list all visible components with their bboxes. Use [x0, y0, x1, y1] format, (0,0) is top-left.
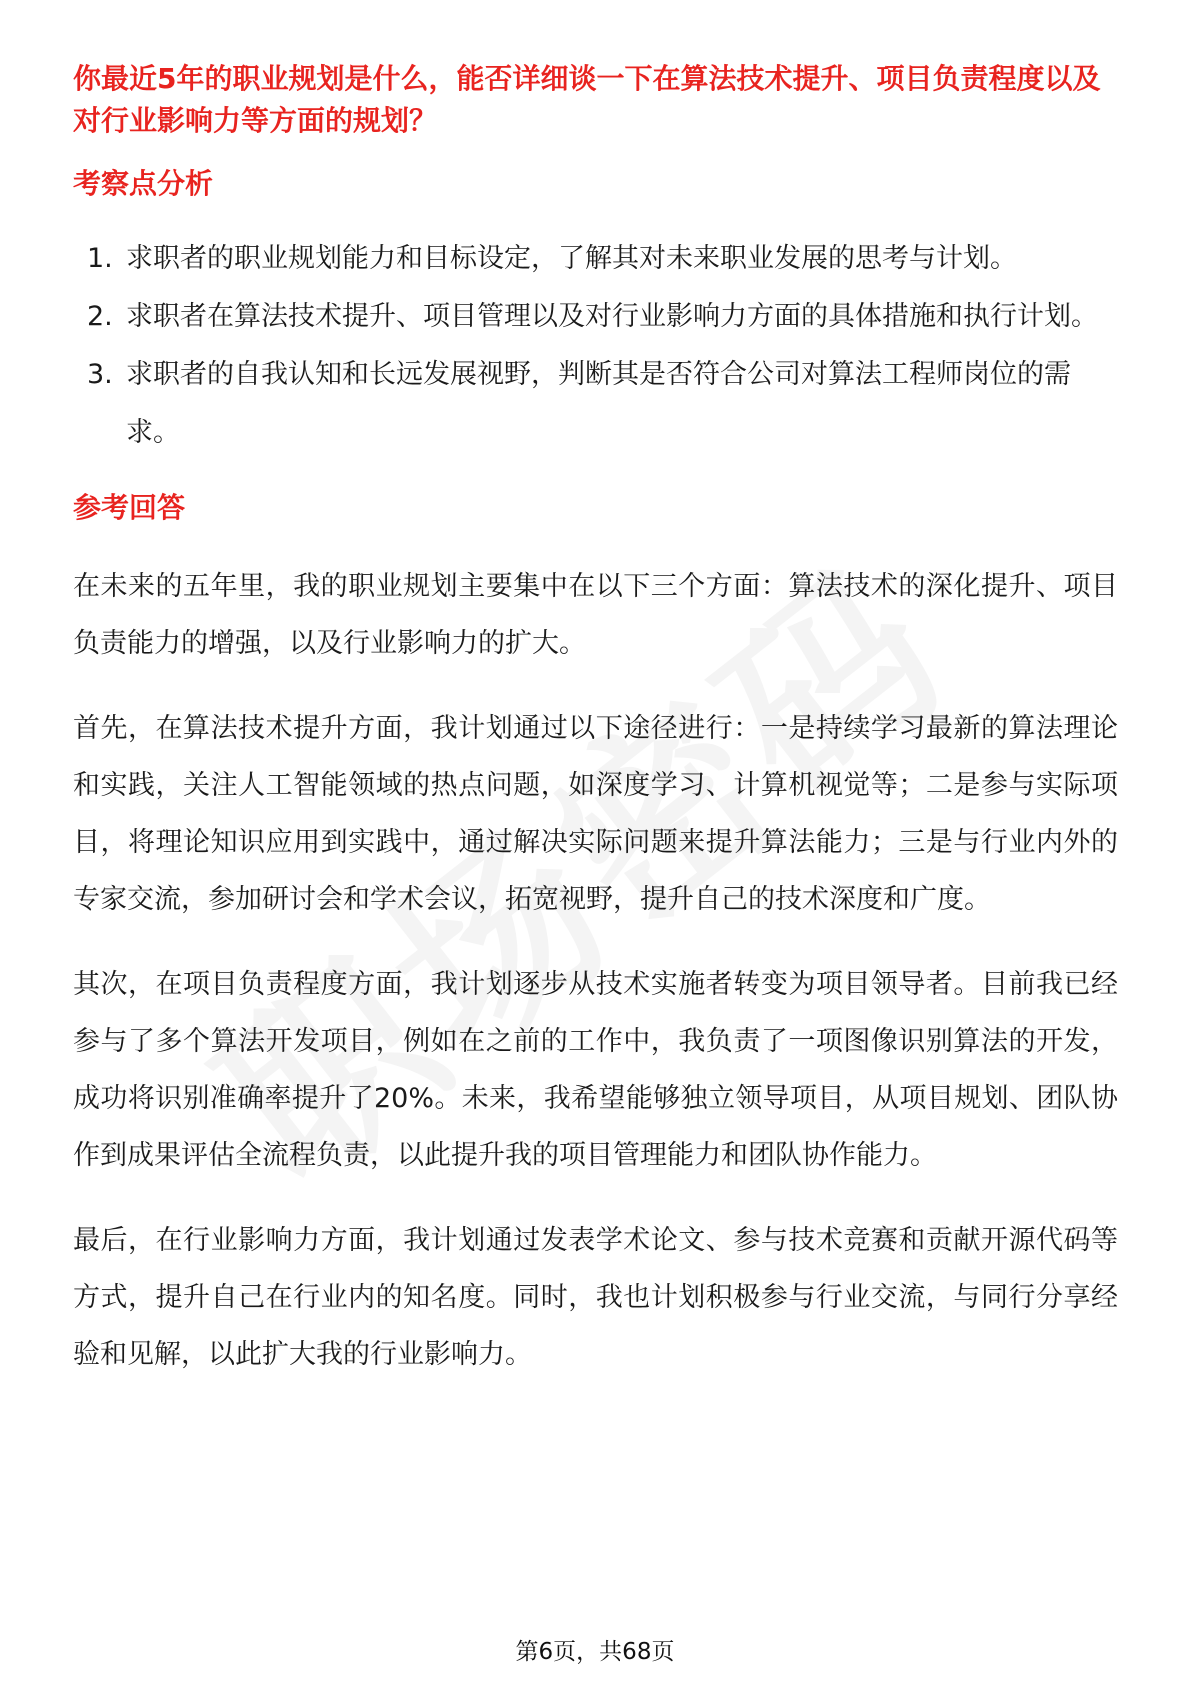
list-item [73, 288, 1118, 346]
answer-title: 参考回答 [73, 491, 186, 524]
analysis-list [73, 230, 1118, 462]
list-number: 2. [87, 301, 113, 332]
list-text: 求职者的自我认知和长远发展视野，判断其是否符合公司对算法工程师岗位的需求。 [126, 359, 1071, 448]
document-page [73, 58, 1118, 1383]
list-number: 1. [87, 243, 113, 274]
list-item [73, 230, 1118, 288]
analysis-title: 考察点分析 [73, 167, 214, 200]
list-number: 3. [87, 359, 113, 390]
answer-paragraph: 最后，在行业影响力方面，我计划通过发表学术论文、参与技术竞赛和贡献开源代码等方式，提升自己在行业内的知名度。同时，我也计划积极参与行业交流，与同行分享经验和见解，以此扩大我的行业影响力。 [73, 1225, 1118, 1370]
answer-paragraph: 首先，在算法技术提升方面，我计划通过以下途径进行：一是持续学习最新的算法理论和实践，关注人工智能领域的热点问题，如深度学习、计算机视觉等；二是参与实际项目，将理论知识应用到实践中，通过解决实际问题来提升算法能力；三是与行业内外的专家交流，参加研讨会和学术会议，拓宽视野，提升自己的技术深度和广度。 [73, 713, 1118, 915]
question-heading: 你最近5年的职业规划是什么，能否详细谈一下在算法技术提升、项目负责程度以及对行业影响力等方面的规划？ [73, 62, 1101, 137]
answer-paragraph: 其次，在项目负责程度方面，我计划逐步从技术实施者转变为项目领导者。目前我已经参与了多个算法开发项目，例如在之前的工作中，我负责了一项图像识别算法的开发，成功将识别准确率提升了20%。未来，我希望能够独立领导项目，从项目规划、团队协作到成果评估全流程负责，以此提升我的项目管理能力和团队协作能力。 [73, 969, 1118, 1171]
list-text: 求职者的职业规划能力和目标设定，了解其对未来职业发展的思考与计划。 [126, 243, 1017, 274]
answer-paragraph: 在未来的五年里，我的职业规划主要集中在以下三个方面：算法技术的深化提升、项目负责能力的增强，以及行业影响力的扩大。 [73, 571, 1118, 659]
list-text: 求职者在算法技术提升、项目管理以及对行业影响力方面的具体措施和执行计划。 [126, 301, 1098, 332]
list-item [73, 346, 1118, 462]
page-footer: 第6页，共68页 [515, 1639, 675, 1665]
